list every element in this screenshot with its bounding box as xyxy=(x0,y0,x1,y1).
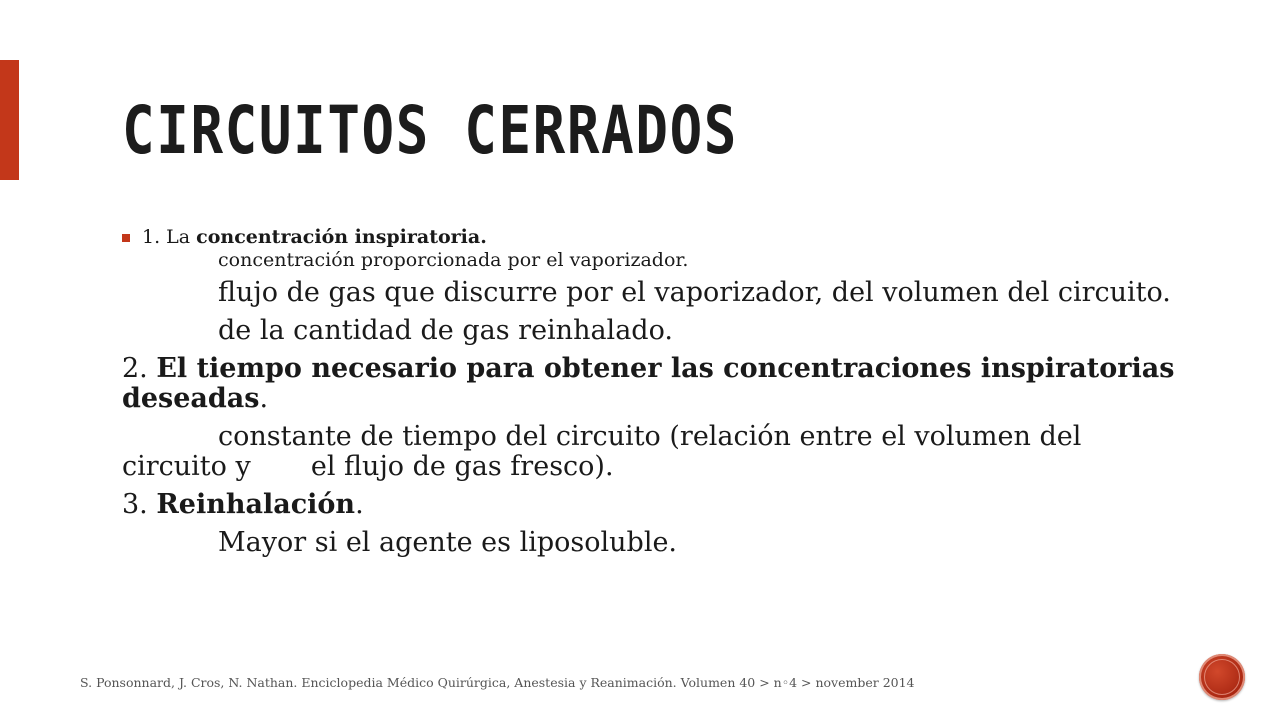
item-3-heading: Reinhalación xyxy=(156,489,356,520)
item-2-heading: El tiempo necesario para obtener las concentraciones inspiratorias deseadas xyxy=(122,353,1175,414)
item-3-number: 3. xyxy=(122,489,157,520)
item-2-period: . xyxy=(259,383,269,414)
item-2-number: 2. xyxy=(122,353,157,384)
badge-ring-icon xyxy=(1204,659,1240,695)
citation-footer: S. Ponsonnard, J. Cros, N. Nathan. Enciclopedia Médico Quirúrgica, Anestesia y Reanimación. Volumen 40 > n◦4 > november 2014 xyxy=(80,675,915,690)
list-item-2 xyxy=(122,354,1182,414)
item-1-line-2: flujo de gas que discurre por el vaporizador, del volumen del circuito. xyxy=(218,277,1171,308)
item-3-line-2: Mayor si el agente es liposoluble. xyxy=(218,527,678,558)
item-1-subline: concentración proporcionada por el vaporizador. xyxy=(218,249,689,271)
square-bullet-icon xyxy=(122,234,130,242)
list-item-3 xyxy=(122,490,1182,520)
item-2-line-2 xyxy=(122,422,1182,482)
item-3-period: . xyxy=(355,489,364,520)
item-2-line-2a: constante de tiempo del circuito (relación entre el volumen del circuito y xyxy=(122,421,1082,482)
item-1-line-3: de la cantidad de gas reinhalado. xyxy=(218,315,673,346)
item-1-heading: concentración inspiratoria. xyxy=(196,226,487,248)
slide-title: CIRCUITOS CERRADOS xyxy=(122,92,739,169)
accent-bar xyxy=(0,60,19,180)
list-item-1 xyxy=(122,226,1182,272)
item-2-line-2b: el flujo de gas fresco). xyxy=(310,451,614,482)
item-1-number: 1. La xyxy=(142,226,197,248)
body-large-text xyxy=(122,278,1182,558)
page-number-badge xyxy=(1199,654,1245,700)
slide-body xyxy=(122,226,1182,566)
